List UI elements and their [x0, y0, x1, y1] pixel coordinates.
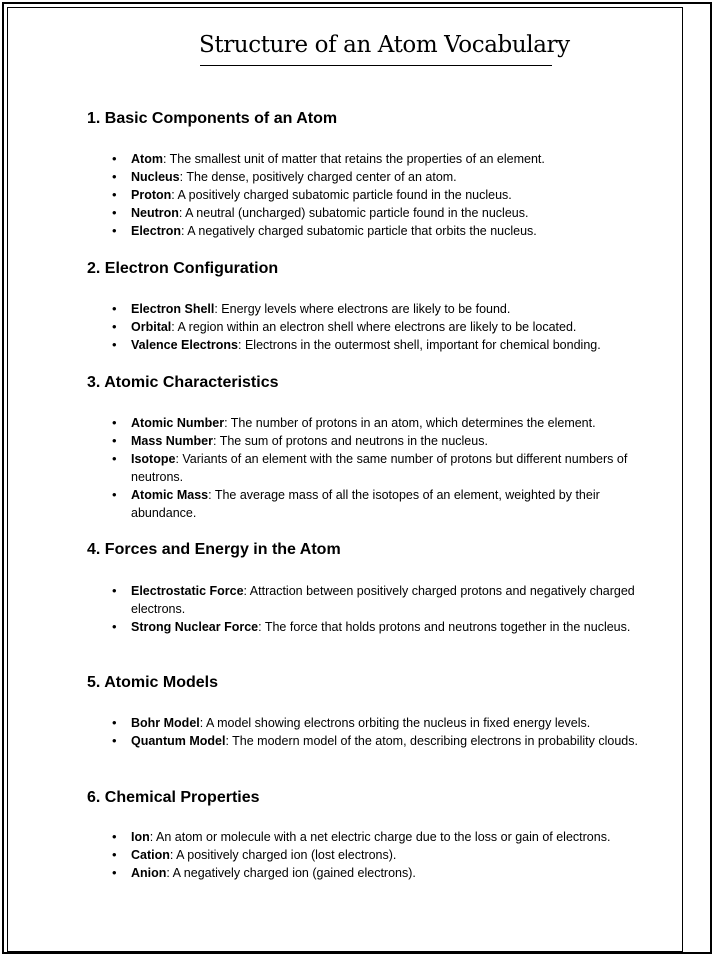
definition: : The modern model of the atom, describing electrons in probability clouds. [225, 734, 638, 748]
definition: : A region within an electron shell where electrons are likely to be located. [171, 320, 577, 334]
bullet-icon: • [112, 487, 117, 502]
definition: : An atom or molecule with a net electric charge due to the loss or gain of electrons. [149, 830, 611, 844]
list-item [0, 618, 641, 636]
definition: : The force that holds protons and neutrons together in the nucleus. [258, 620, 631, 634]
term: Mass Number [131, 434, 213, 448]
section-heading-atomic-characteristics: 3. Atomic Characteristics [87, 374, 279, 391]
section-heading-chemical-properties: 6. Chemical Properties [87, 789, 260, 806]
list-item [0, 846, 641, 864]
list-item [0, 714, 641, 732]
bullet-icon: • [112, 151, 117, 166]
definition: : A positively charged subatomic particle found in the nucleus. [171, 188, 512, 202]
definition: : The dense, positively charged center of an atom. [179, 170, 457, 184]
bullet-icon: • [112, 847, 117, 862]
list-item [0, 150, 641, 168]
definition: : Attraction between positively charged protons and negatively charged electrons. [131, 584, 635, 616]
term: Bohr Model [131, 716, 200, 730]
bullet-icon: • [112, 319, 117, 334]
list-item [0, 450, 641, 486]
section-heading-atomic-models: 5. Atomic Models [87, 674, 218, 691]
bullet-icon: • [112, 619, 117, 634]
term: Electron Shell [131, 302, 215, 316]
bullet-icon: • [112, 433, 117, 448]
list-item [0, 828, 641, 846]
definition: : A model showing electrons orbiting the nucleus in fixed energy levels. [199, 716, 591, 730]
list-item [0, 318, 641, 336]
definition: : Energy levels where electrons are likely to be found. [214, 302, 511, 316]
definition: : The sum of protons and neutrons in the nucleus. [212, 434, 488, 448]
term: Neutron [131, 206, 179, 220]
bullet-icon: • [112, 715, 117, 730]
section-heading-basic-components: 1. Basic Components of an Atom [87, 110, 338, 127]
bullet-icon: • [112, 301, 117, 316]
definition: : The average mass of all the isotopes of an element, weighted by their abundance. [131, 488, 600, 520]
list-item [0, 222, 641, 240]
definition: : Variants of an element with the same number of protons but different numbers of neutrons. [131, 452, 628, 484]
term: Ion [131, 830, 150, 844]
list-item [0, 582, 641, 618]
list-item [0, 186, 641, 204]
definition: : A neutral (uncharged) subatomic particle found in the nucleus. [178, 206, 529, 220]
bullet-icon: • [112, 205, 117, 220]
term: Valence Electrons [131, 338, 239, 352]
list-chemical-properties [0, 828, 641, 882]
bullet-icon: • [112, 169, 117, 184]
list-item [0, 486, 641, 522]
list-item [0, 300, 641, 318]
bullet-icon: • [112, 865, 117, 880]
list-item [0, 732, 641, 750]
list-electron-configuration [0, 300, 641, 354]
bullet-icon: • [112, 829, 117, 844]
list-forces-energy [0, 582, 641, 636]
list-item [0, 336, 641, 354]
term: Isotope [131, 452, 176, 466]
list-basic-components [0, 150, 641, 240]
term: Electrostatic Force [131, 584, 244, 598]
definition: : Electrons in the outermost shell, important for chemical bonding. [238, 338, 601, 352]
bullet-icon: • [112, 223, 117, 238]
bullet-icon: • [112, 337, 117, 352]
list-item [0, 204, 641, 222]
definition: : The number of protons in an atom, which determines the element. [224, 416, 596, 430]
bullet-icon: • [112, 733, 117, 748]
term: Orbital [131, 320, 172, 334]
term: Electron [131, 224, 182, 238]
section-heading-forces-energy: 4. Forces and Energy in the Atom [87, 541, 341, 558]
term: Quantum Model [131, 734, 226, 748]
bullet-icon: • [112, 451, 117, 466]
bullet-icon: • [112, 187, 117, 202]
list-atomic-characteristics [0, 414, 641, 522]
title-underline [200, 65, 552, 66]
term: Proton [131, 188, 172, 202]
definition: : A negatively charged subatomic particle that orbits the nucleus. [181, 224, 537, 238]
list-item [0, 414, 641, 432]
term: Strong Nuclear Force [131, 620, 259, 634]
bullet-icon: • [112, 415, 117, 430]
page-title: Structure of an Atom Vocabulary [199, 32, 570, 58]
list-item [0, 168, 641, 186]
term: Cation [131, 848, 170, 862]
term: Atomic Mass [131, 488, 209, 502]
term: Atomic Number [131, 416, 225, 430]
term: Nucleus [131, 170, 180, 184]
list-atomic-models [0, 714, 641, 750]
term: Anion [131, 866, 167, 880]
definition: : The smallest unit of matter that retains the properties of an element. [162, 152, 545, 166]
bullet-icon: • [112, 583, 117, 598]
definition: : A negatively charged ion (gained electrons). [166, 866, 416, 880]
list-item [0, 864, 641, 882]
definition: : A positively charged ion (lost electrons). [169, 848, 397, 862]
section-heading-electron-configuration: 2. Electron Configuration [87, 260, 279, 277]
term: Atom [131, 152, 163, 166]
list-item [0, 432, 641, 450]
